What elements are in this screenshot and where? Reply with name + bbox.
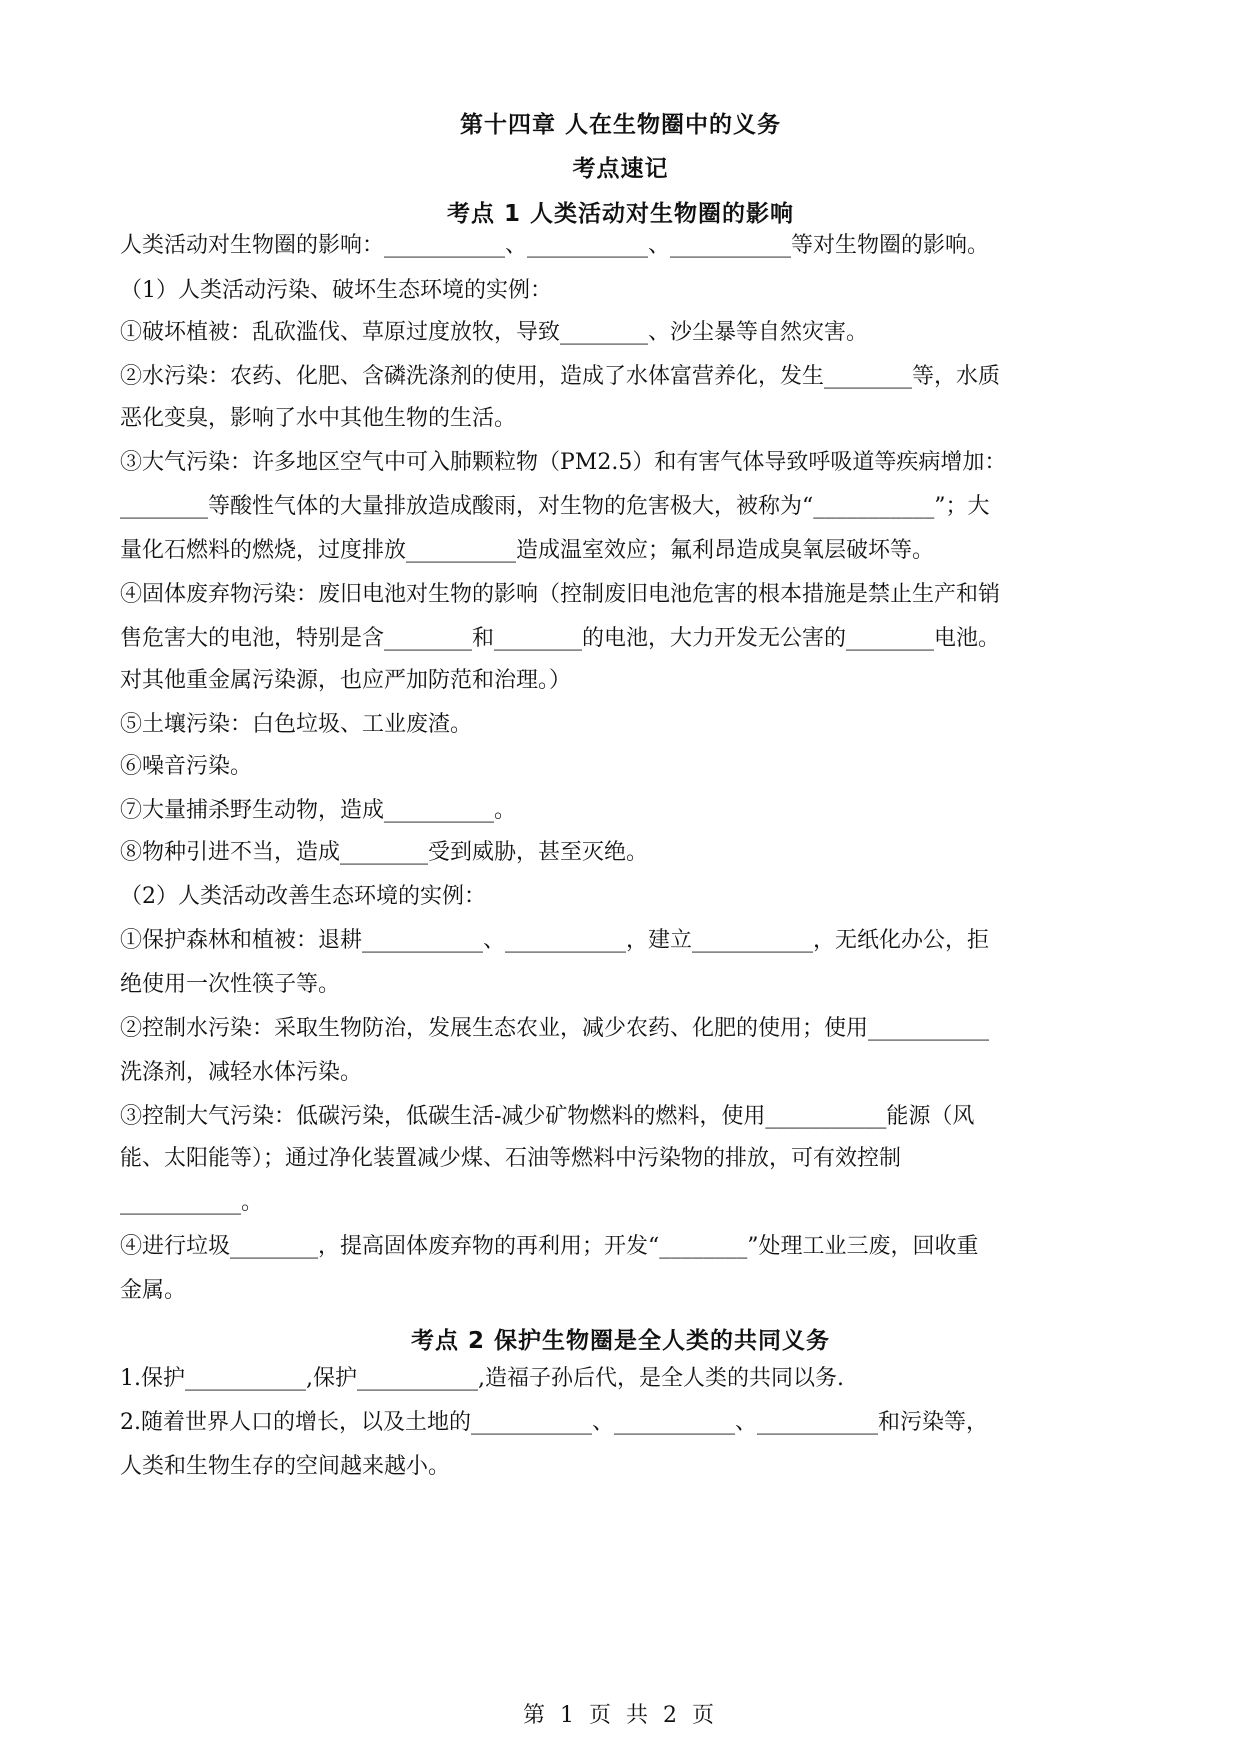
text-line: ④进行垃圾________，提高固体废弃物的再利用；开发“________”处理工业三废，回收重 (120, 1234, 979, 1259)
text-line: ⑥噪音污染。 (120, 754, 253, 779)
text-line: 2.随着世界人口的增长，以及土地的___________、___________、___________和污染等， (120, 1410, 988, 1435)
text-line: （2）人类活动改善生态环境的实例： (120, 884, 486, 909)
text-line: 绝使用一次性筷子等。 (120, 972, 341, 997)
text-line: 人类活动对生物圈的影响：___________、___________、___________等对生物圈的影响。 (120, 233, 990, 258)
text-line: ⑦大量捕杀野生动物，造成__________。 (120, 798, 517, 823)
text-line: ①破坏植被：乱砍滥伐、草原过度放牧，导致________、沙尘暴等自然灾害。 (120, 320, 869, 345)
text-line: 能、太阳能等）；通过净化装置减少煤、石油等燃料中污染物的排放，可有效控制 (120, 1146, 902, 1171)
text-line: ③大气污染：许多地区空气中可入肺颗粒物（PM2.5）和有害气体导致呼吸道等疾病增加： (120, 450, 1007, 475)
page-number: 第 1 页 共 2 页 (523, 1703, 718, 1728)
text-line: 恶化变臭，影响了水中其他生物的生活。 (120, 406, 517, 431)
text-line: 对其他重金属污染源，也应严加防范和治理。） (120, 668, 572, 693)
text-line: 1.保护___________,保护___________,造福子孙后代，是全人类的共同以务. (120, 1366, 844, 1391)
text-line: ________等酸性气体的大量排放造成酸雨，对生物的危害极大，被称为“___________”；大 (120, 494, 990, 519)
text-line: ___________。 (120, 1190, 264, 1215)
text-line: 洗涤剂，减轻水体污染。 (120, 1060, 363, 1085)
text-line: ④固体废弃物污染：废旧电池对生物的影响（控制废旧电池危害的根本措施是禁止生产和销 (120, 582, 1001, 607)
chapter-title: 第十四章 人在生物圈中的义务 (459, 112, 781, 138)
text-line: ①保护森林和植被：退耕___________、___________，建立___________，无纸化办公，拒 (120, 928, 990, 953)
text-line: 金属。 (120, 1278, 187, 1303)
text-line: ⑤土壤污染：白色垃圾、工业废渣。 (120, 712, 473, 737)
text-line: ②控制水污染：采取生物防治，发展生态农业，减少农药、化肥的使用；使用___________ (120, 1016, 990, 1041)
section-1-heading: 考点 1 人类活动对生物圈的影响 (446, 201, 795, 227)
page-subtitle: 考点速记 (572, 156, 669, 182)
text-line: 人类和生物生存的空间越来越小。 (120, 1454, 451, 1479)
text-line: 量化石燃料的燃烧，过度排放__________造成温室效应；氟利昂造成臭氧层破坏等。 (120, 538, 935, 563)
text-line: ②水污染：农药、化肥、含磷洗涤剂的使用，造成了水体富营养化，发生________等，水质 (120, 364, 1001, 389)
section-2-heading: 考点 2 保护生物圈是全人类的共同义务 (410, 1328, 831, 1354)
text-line: ⑧物种引进不当，造成________受到威胁，甚至灭绝。 (120, 840, 649, 865)
text-line: （1）人类活动污染、破坏生态环境的实例： (120, 278, 552, 303)
text-line: ③控制大气污染：低碳污染，低碳生活-减少矿物燃料的燃料，使用___________能源（风 (120, 1104, 975, 1129)
text-line: 售危害大的电池，特别是含________和________的电池，大力开发无公害的________电池。 (120, 626, 1001, 651)
